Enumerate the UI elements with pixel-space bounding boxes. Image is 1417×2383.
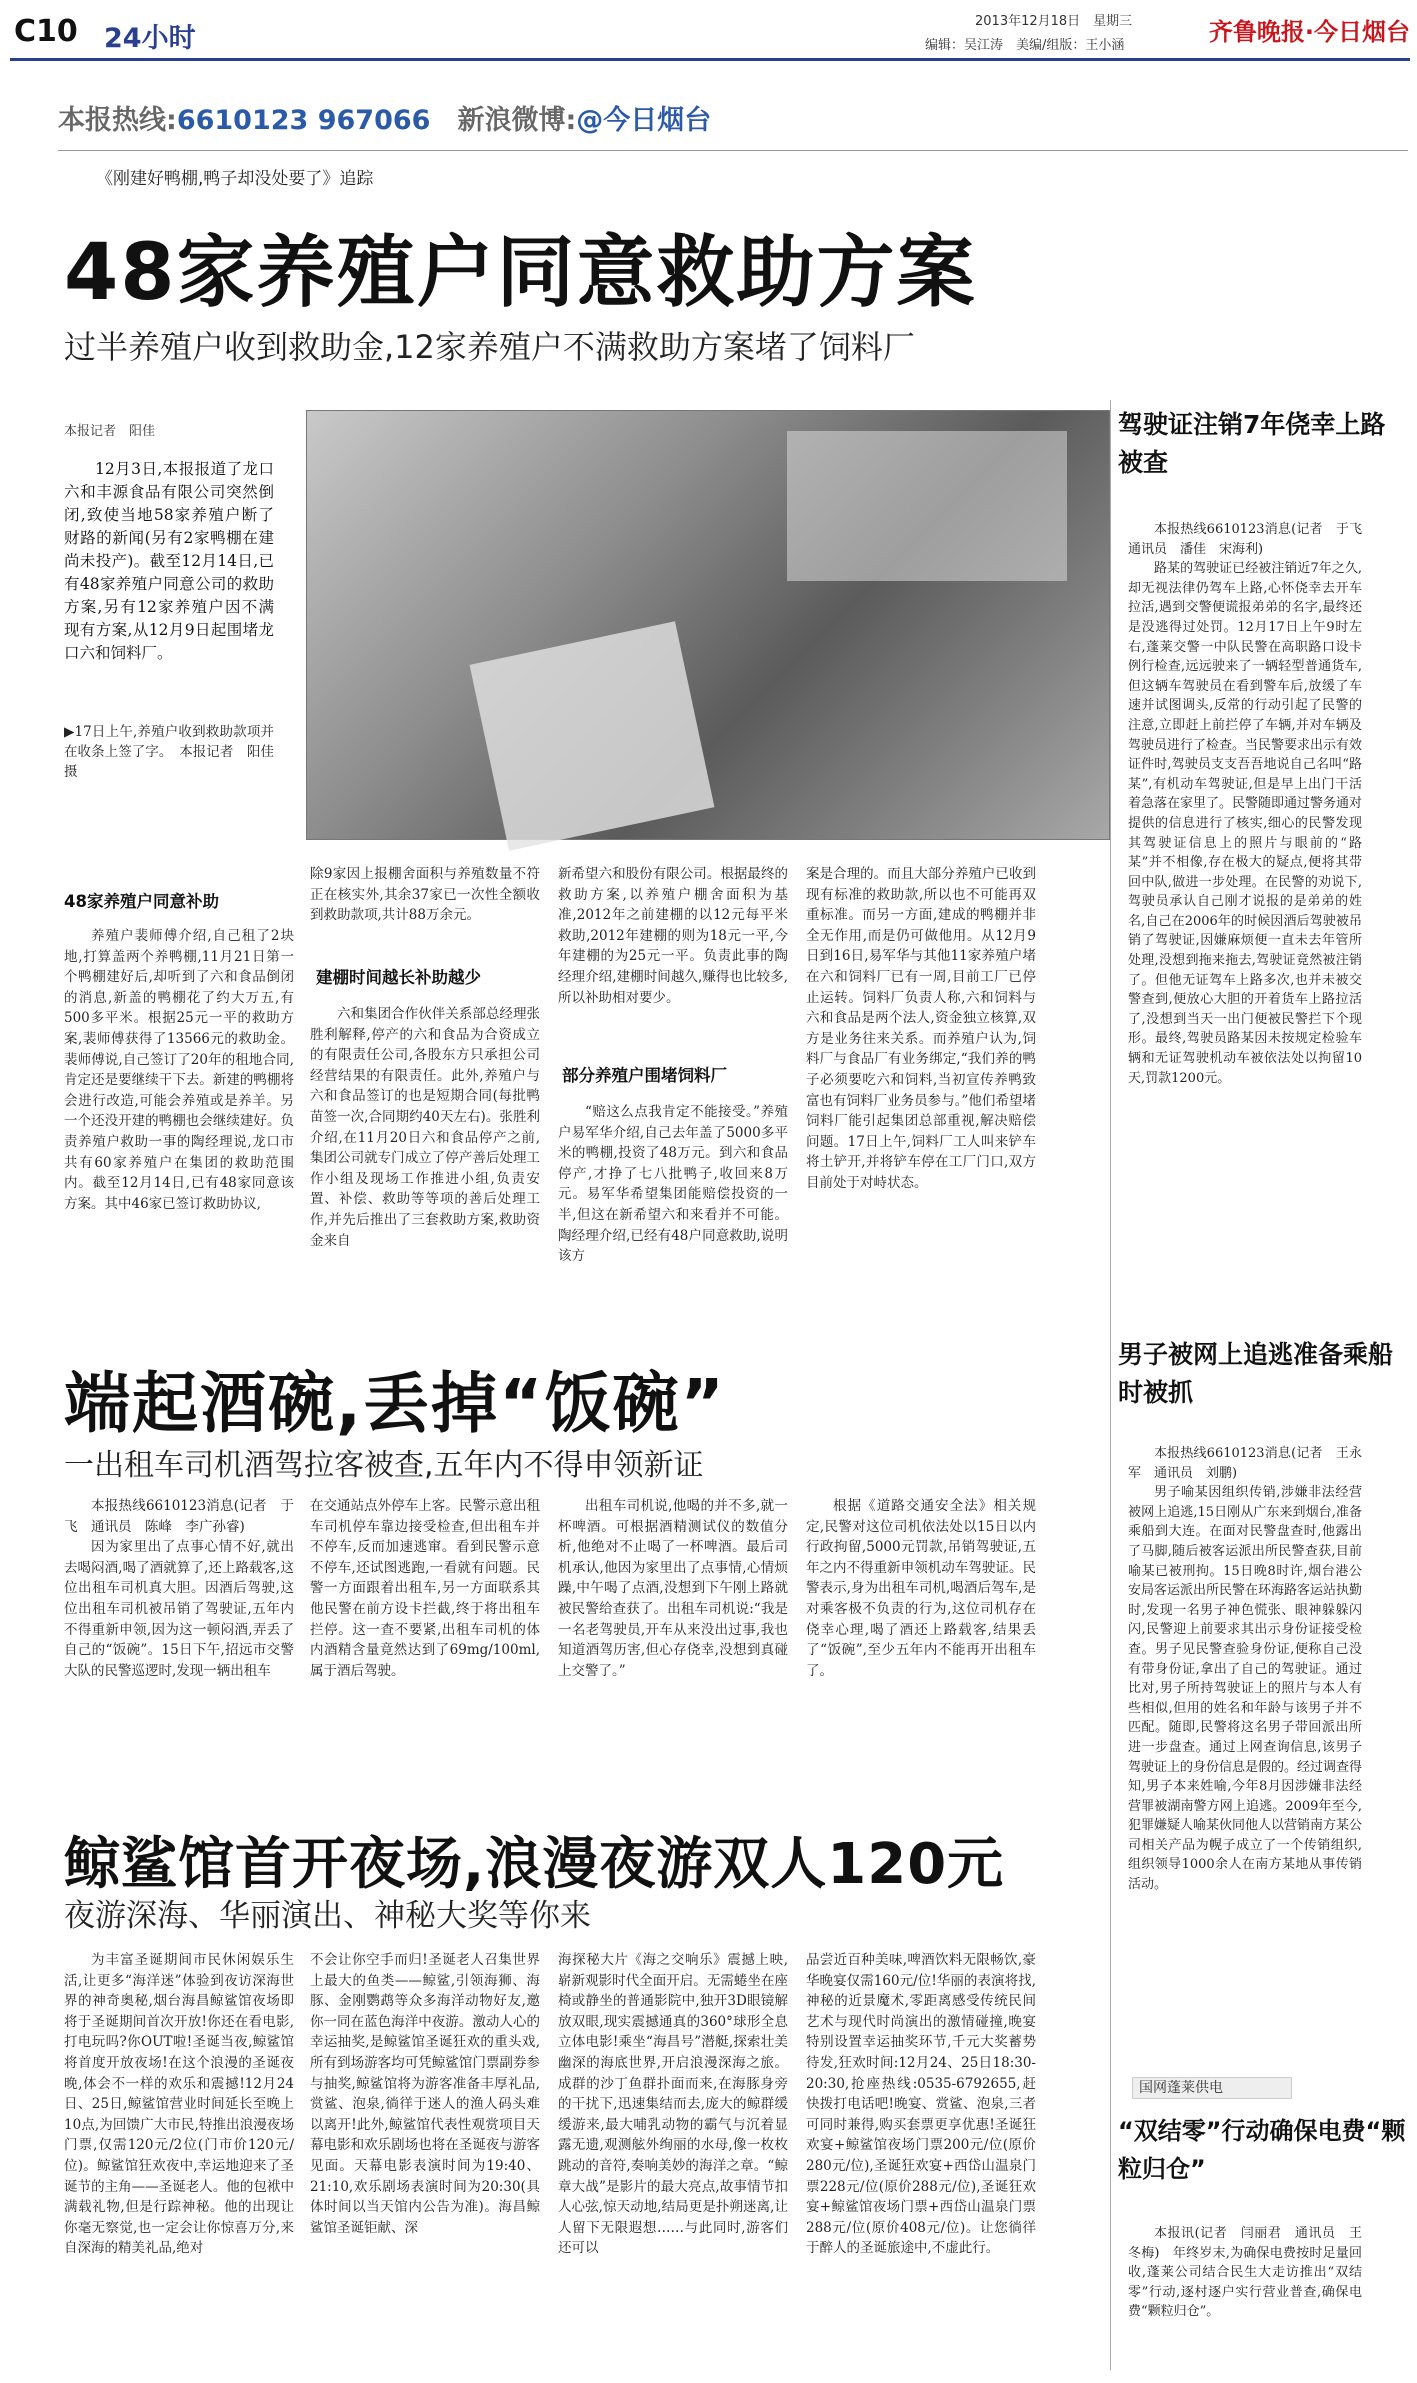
paragraph: 海探秘大片《海之交响乐》震撼上映,崭新观影时代全面开启。无需蜷坐在座椅或静坐的普通影院中,独开3D眼镜解放双眼,现实震撼通真的360°球形全息立体电影!乘坐“海昌号”潜艇,探索壮美幽深的海底世界,开启浪漫深海之旅。成群的沙丁鱼群扑面而来,在海豚身旁的干扰下,迅速集结而去,庞大的鲸群缓缓游来,最大哺乳动物的霸气与沉着显露无遗,观测舷外绚丽的水母,像一枚枚跳动的音符,奏响美妙的海洋之章。“鲸章大战”是影片的最大亮点,故事情节扣人心弦,惊天动地,结局更是扑朔迷离,让人留下无限遐想……与此同时,游客们还可以 [558, 1952, 788, 2257]
story1-col1 [64, 926, 294, 1346]
story2-byline: 本报热线6610123消息(记者 于飞 通讯员 陈峰 李广孙睿) [64, 1498, 294, 1535]
photo-envelope-shape [470, 621, 715, 851]
side3-headline: “双结零”行动确保电费“颗粒归仓” [1118, 2117, 1406, 2183]
story2-col3 [558, 1496, 788, 1796]
story1-lead: 12月3日,本报报道了龙口六和丰源食品有限公司突然倒闭,致使当地58家养殖户断了财路的新闻(另有2家鸭棚在建尚未投产)。截至12月14日,已有48家养殖户同意公司的救助方案,另有12家养殖户因不满现有方案,从12月9日起围堵龙口六和饲料厂。 [64, 460, 274, 662]
section-name: 24小时 [104, 23, 196, 54]
story1-col4 [806, 864, 1036, 1344]
story3-col1 [64, 1950, 294, 2375]
story1-headline: 48家养殖户同意救助方案 [64, 228, 977, 318]
paragraph: 案是合理的。而且大部分养殖户已收到现有标准的救助款,所以也不可能再双重标准。而另一方面,建成的鸭棚并非全无作用,而是仍可做他用。从12月9日到16日,易军华与其他11家养殖户堵在六和饲料厂已有一周,目前工厂已停止运转。饲料厂负责人称,六和饲料与六和食品是两个法人,资金独立核算,双方是业务往来关系。而养殖户认为,饲料厂与食品厂有业务绑定,“我们养的鸭子必须要吃六和饲料,当初宣传养鸭致富也有饲料厂业务员参与。”他们希望堵饲料厂能引起集团总部重视,解决赔偿问题。17日上午,饲料厂工人叫来铲车将土铲开,并将铲车停在工厂门口,双方目前处于对峙状态。 [806, 866, 1036, 1191]
editor-credits: 编辑：吴江涛 美编/组版：王小涵 [925, 38, 1125, 53]
weibo-handle: @今日烟台 [576, 105, 712, 136]
side1-headline: 驾驶证注销7年侥幸上路被查 [1118, 410, 1386, 477]
story1-col3b [558, 1102, 788, 1344]
story1-col2a [310, 864, 540, 954]
paragraph: “赔这么点我肯定不能接受。”养殖户易军华介绍,自己去年盖了5000多平米的鸭棚,投资了48万元。到六和食品停产,才挣了七八批鸭子,收回来8万元。易军华希望集团能赔偿投资的一半,但这在新希望六和来看并不可能。陶经理介绍,已经有48户同意救助,说明该方 [558, 1104, 788, 1265]
side1-byline: 本报热线6610123消息(记者 于飞 通讯员 潘佳 宋海利) [1128, 522, 1376, 557]
story3-col4 [806, 1950, 1036, 2375]
paragraph: 路某的驾驶证已经被注销近7年之久,却无视法律仍驾车上路,心怀侥幸去开车拉活,遇到交警便谎报弟弟的名字,最终还是没逃得过处罚。12月17日上午9时左右,蓬莱交警一中队民警在高职路口设卡例行检查,远远驶来了一辆轻型普通货车,但这辆车驾驶员在看到警车后,放缓了车速并试图调头,反常的行动引起了民警的注意,立即赶上前拦停了车辆,并对车辆及驾驶员进行了检查。当民警要求出示有效证件时,驾驶员支支吾吾地说自己名叫“路某”,有机动车驾驶证,但是早上出门干活着急落在家里了。民警随即通过警务通对提供的信息进行了核实,细心的民警发现其驾驶证信息上的照片与眼前的“路某”并不相像,存在极大的疑点,便将其带回中队,做进一步处理。在民警的劝说下,驾驶员承认自己刚才说报的是弟弟的姓名,自己在2006年的时候因酒后驾驶被吊销了驾驶证,因嫌麻烦便一直未去年管所处理,没想到拖来拖去,驾驶证竟然被注销了。但他无证驾车上路多次,也并未被交警查到,便放心大胆的开着货车上路拉活了,没想到当天一出门便被民警拦下个现形。最终,驾驶员路某因未按规定检验车辆和无证驾驶机动车被依法处以拘留10天,罚款1200元。 [1128, 561, 1363, 1086]
side2-headline: 男子被网上追逃准备乘船时被抓 [1118, 1340, 1394, 1407]
header-rule [10, 58, 1410, 61]
story1-subtitle-1: 48家养殖户同意补助 [64, 892, 219, 911]
paragraph: 除9家因上报棚舍面积与养殖数量不符正在核实外,其余37家已一次性全额收到救助款项,共计88万余元。 [310, 866, 540, 924]
side2-body [1128, 1444, 1362, 2064]
side1-body [1128, 520, 1376, 1300]
story2-col1 [64, 1496, 294, 1796]
photo-figure-shape [787, 431, 1067, 581]
story2-headline: 端起酒碗,丢掉“饭碗” [64, 1365, 726, 1442]
paragraph: 在交通站点外停车上客。民警示意出租车司机停车靠边接受检查,但出租车并不停车,反而加速逃窜。看到民警示意不停车,还试图逃跑,一看就有问题。民警一方面跟着出租车,另一方面联系其他民警在前方设卡拦截,终于将出租车拦停。这一查不要紧,出租车司机的体内酒精含量竟然达到了69mg/100ml,属于酒后驾驶。 [310, 1498, 540, 1679]
paragraph: 出租车司机说,他喝的并不多,就一杯啤酒。可根据酒精测试仪的数值分析,他绝对不止喝了一杯啤酒。最后司机承认,他因为家里出了点事情,心情烦躁,中午喝了点酒,没想到下午刚上路就被民警给查获了。出租车司机说:“我是一名老驾驶员,开车从来没出过事,我也知道酒驾历害,但心存侥幸,没想到真碰上交警了。” [558, 1498, 788, 1679]
story1-subtitle-3: 部分养殖户围堵饲料厂 [562, 1066, 727, 1085]
side3-body [1128, 2224, 1362, 2374]
hotline-numbers: 6610123 967066 [176, 105, 431, 136]
newspaper-logo: 齐鲁晚报·今日烟台 [1208, 18, 1410, 46]
paragraph: 新希望六和股份有限公司。根据最终的救助方案,以养殖户棚舍面积为基准,2012年之前建棚的以12元每平米救助,2012年建棚的则为18元一平,今年建棚的为25元一平。负责此事的陶经理介绍,建棚时间越久,赚得也比较多,所以补助相对要少。 [558, 866, 788, 1006]
story1-col2b [310, 1004, 540, 1344]
paragraph: 品尝近百种美味,啤酒饮料无限畅饮,豪华晚宴仅需160元/位!华丽的表演将找,神秘的近景魔术,零距离感受传统民间艺术与现代时尚演出的激情碰撞,晚宴特别设置幸运抽奖环节,千元大奖蓄势待发,狂欢时间:12月24、25日18:30-20:30,抢座热线:0535-6792655,赶快拨打电话吧!晚宴、赏鲨、泡泉,三者可同时兼得,购买套票更享优惠!圣诞狂欢宴+鲸鲨馆夜场门票200元/位(原价280元/位),圣诞狂欢宴+西岱山温泉门票228元/位(原价288元/位),圣诞狂欢宴+鲸鲨馆夜场门票+西岱山温泉门票288元/位(原价408元/位)。让您徜徉于醉人的圣诞旅途中,不虚此行。 [806, 1952, 1036, 2257]
photo-caption: ▶17日上午,养殖户收到救助款项并在收条上签了字。 本报记者 阳佳 摄 [64, 724, 288, 780]
weibo-label: 新浪微博: [457, 105, 577, 136]
news-photo [306, 410, 1110, 840]
paragraph: 六和集团合作伙伴关系部总经理张胜利解释,停产的六和食品为合资成立的有限责任公司,各股东方只承担公司经营结果的有限责任。此外,养殖户与六和食品签订的也是短期合同(每批鸭苗签一次,合同期约40天左右)。张胜利介绍,在11月20日六和食品停产之前,集团公司就专门成立了停产善后处理工作小组及现场工作推进小组,负责安置、补偿、救助等等项的善后处理工作,并先后推出了三套救助方案,救助资金来自 [310, 1006, 540, 1249]
side2-byline: 本报热线6610123消息(记者 王永军 通讯员 刘鹏) [1128, 1446, 1362, 1481]
hotline-bar [58, 98, 958, 137]
story3-headline: 鲸鲨馆首开夜场,浪漫夜游双人120元 [64, 1832, 1005, 1897]
hotline-label: 本报热线: [58, 105, 177, 136]
story2-col4 [806, 1496, 1036, 1796]
sidebar-divider [1110, 400, 1111, 2370]
story1-col3a [558, 864, 788, 1050]
story3-subhead: 夜游深海、华丽演出、神秘大奖等你来 [64, 1898, 591, 1934]
story1-kicker: 《刚建好鸭棚,鸭子却没处要了》追踪 [96, 169, 374, 189]
story2-col2 [310, 1496, 540, 1796]
story2-subhead: 一出租车司机酒驾拉客被查,五年内不得申领新证 [64, 1448, 704, 1483]
story1-subhead: 过半养殖户收到救助金,12家养殖户不满救助方案堵了饲料厂 [64, 328, 915, 366]
paragraph: 养殖户裴师傅介绍,自己租了2块地,打算盖两个养鸭棚,11月21日第一个鸭棚建好后,却听到了六和食品倒闭的消息,新盖的鸭棚花了约大万五,有500多平米。根据25元一平的救助方案,裴师傅获得了13566元的救助金。裴师傅说,自己签订了20年的租地合同,肯定还是要继续干下去。新建的鸭棚将会进行改造,可能会养殖或是养羊。另一个还没开建的鸭棚也会继续建好。负责养殖户救助一事的陶经理说,龙口市共有60家养殖户在集团的救助范围内。截至12月14日,已有48家同意该方案。其中46家已签订救助协议, [64, 928, 294, 1212]
story3-col2 [310, 1950, 540, 2375]
paragraph: 本报讯(记者 闫丽君 通讯员 王冬梅) 年终岁末,为确保电费按时足量回收,蓬莱公司结合民生大走访推出“双结零”行动,逐村逐户实行营业普查,确保电费“颗粒归仓”。 [1128, 2226, 1362, 2320]
story1-byline: 本报记者 阳佳 [64, 424, 156, 439]
paragraph: 因为家里出了点事心情不好,就出去喝闷酒,喝了酒就算了,还上路载客,这位出租车司机真大胆。因酒后驾驶,这位出租车司机被吊销了驾驶证,五年内不得重新申领,因为这一顿闷酒,弄丢了自己的“饭碗”。15日下午,招远市交警大队的民警巡逻时,发现一辆出租车 [64, 1539, 294, 1679]
paragraph: 为丰富圣诞期间市民休闲娱乐生活,让更多“海洋迷”体验到夜访深海世界的神奇奥秘,烟台海昌鲸鲨馆夜场即将于圣诞期间首次开放!你还在看电影,打电玩吗?你OUT啦!圣诞当夜,鲸鲨馆将首度开放夜场!在这个浪漫的圣诞夜晚,体会不一样的欢乐和震撼!12月24日、25日,鲸鲨馆营业时间延长至晚上10点,为回馈广大市民,特推出浪漫夜场门票,仅需120元/2位(门市价120元/位)。鲸鲨馆狂欢夜中,幸运地迎来了圣诞节的主角——圣诞老人。他的包袱中满载礼物,但是行踪神秘。他的出现让你毫无察觉,也一定会让你惊喜万分,来自深海的精美礼品,绝对 [64, 1952, 294, 2257]
story3-col3 [558, 1950, 788, 2375]
paragraph: 根据《道路交通安全法》相关规定,民警对这位司机依法处以15日以内行政拘留,5000元罚款,吊销驾驶证,五年之内不得重新申领机动车驾驶证。民警表示,身为出租车司机,喝酒后驾车,是对乘客极不负责的行为,这位司机存在侥幸心理,喝了酒还上路载客,结果丢了“饭碗”,至少五年内不能再开出租车了。 [806, 1498, 1036, 1679]
story1-subtitle-2: 建棚时间越长补助越少 [316, 968, 481, 987]
sponsor-label: 国网蓬莱供电 [1132, 2077, 1292, 2099]
page-number: C10 [14, 14, 78, 49]
issue-date: 2013年12月18日 星期三 [975, 14, 1133, 29]
divider [58, 150, 1408, 151]
paragraph: 男子喻某因组织传销,涉嫌非法经营被网上追逃,15日刚从广东来到烟台,准备乘船到大连。在面对民警盘查时,他露出了马脚,随后被客运派出所民警查获,目前喻某已被刑拘。15日晚8时许,烟台港公安局客运派出所民警在环海路客运站执勤时,发现一名男子神色慌张、眼神躲躲闪闪,民警迎上前要求其出示身份证接受检查。男子见民警查验身份证,便称自己没有带身份证,拿出了自己的驾驶证。通过比对,男子所持驾驶证上的照片与本人有些相似,但用的姓名和年龄与该男子并不匹配。随即,民警将这名男子带回派出所进一步盘查。通过上网查询信息,该男子驾驶证上的身份信息是假的。经过调查得知,男子本来姓喻,今年8月因涉嫌非法经营罪被湖南警方网上追逃。2009年至今,犯罪嫌疑人喻某伙同他人以营销南方某公司相关产品为幌子成立了一个传销组织,组织领导1000余人在南方某地从事传销活动。 [1128, 1485, 1363, 1893]
paragraph: 不会让你空手而归!圣诞老人召集世界上最大的鱼类——鲸鲨,引领海狮、海豚、金刚鹦鹉等众多海洋动物好友,邀你一同在蓝色海洋中夜游。激动人心的幸运抽奖,是鲸鲨馆圣诞狂欢的重头戏,所有到场游客均可凭鲸鲨馆门票副券参与抽奖,鲸鲨馆将为游客准备丰厚礼品,赏鲨、泡泉,徜徉于迷人的渔人码头难以离开!此外,鲸鲨馆代表性观赏项目天幕电影和欢乐剧场也将在圣诞夜与游客见面。天幕电影表演时间为19:40、21:10,欢乐剧场表演时间为20:30(具体时间以当天馆内公告为准)。海昌鲸鲨馆圣诞钜献、深 [310, 1952, 540, 2236]
